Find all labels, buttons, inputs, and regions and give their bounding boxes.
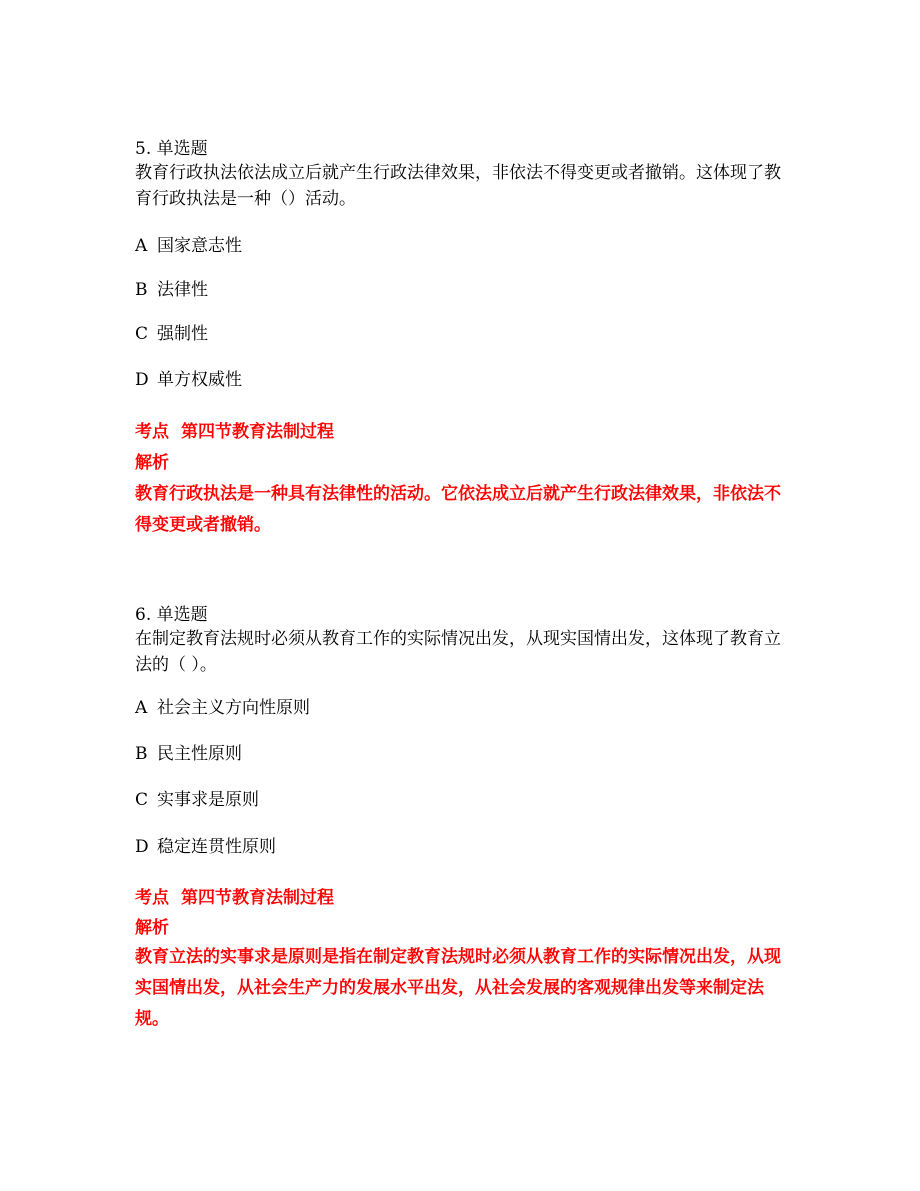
option-letter: C — [135, 790, 149, 810]
option-letter: D — [135, 837, 149, 857]
kaodian-label: 考点 — [135, 888, 169, 908]
jiexi-label: 解析 — [135, 918, 169, 938]
option-c — [135, 789, 259, 811]
option-text: 实事求是原则 — [157, 790, 259, 810]
option-b — [135, 743, 242, 765]
option-b — [135, 279, 208, 301]
option-a — [135, 697, 310, 719]
option-text: 强制性 — [157, 324, 208, 344]
option-d — [135, 836, 276, 858]
option-letter: B — [135, 280, 148, 300]
option-letter: A — [135, 236, 148, 256]
option-text: 民主性原则 — [157, 744, 242, 764]
question-title: 6. 单选题 — [135, 605, 208, 625]
option-text: 稳定连贯性原则 — [157, 837, 276, 857]
kaodian-text: 第四节教育法制过程 — [181, 422, 334, 442]
jiexi-label: 解析 — [135, 453, 169, 473]
kaodian-text: 第四节教育法制过程 — [181, 888, 334, 908]
kaodian-line — [135, 421, 334, 443]
kaodian-label: 考点 — [135, 422, 169, 442]
option-letter: A — [135, 698, 148, 718]
question-title: 5. 单选题 — [135, 139, 208, 159]
option-a — [135, 235, 242, 257]
question-6 — [135, 604, 790, 1029]
option-letter: C — [135, 324, 149, 344]
jiexi-text: 教育立法的实事求是原则是指在制定教育法规时必须从教育工作的实际情况出发，从现实国情出发，从社会生产力的发展水平出发，从社会发展的客观规律出发等来制定法规。 — [135, 947, 781, 1029]
option-d — [135, 369, 242, 391]
option-letter: D — [135, 370, 149, 390]
option-text: 法律性 — [157, 280, 208, 300]
option-text: 国家意志性 — [157, 236, 242, 256]
jiexi-text: 教育行政执法是一种具有法律性的活动。它依法成立后就产生行政法律效果，非依法不得变更或者撤销。 — [135, 484, 781, 535]
option-letter: B — [135, 744, 148, 764]
question-stem: 在制定教育法规时必须从教育工作的实际情况出发，从现实国情出发，这体现了教育立法的（ ）。 — [135, 629, 781, 675]
kaodian-line — [135, 887, 334, 909]
question-5 — [135, 138, 790, 535]
option-c — [135, 323, 208, 345]
question-stem: 教育行政执法依法成立后就产生行政法律效果，非依法不得变更或者撤销。这体现了教育行政执法是一种（）活动。 — [135, 163, 781, 209]
option-text: 社会主义方向性原则 — [157, 698, 310, 718]
option-text: 单方权威性 — [157, 370, 242, 390]
